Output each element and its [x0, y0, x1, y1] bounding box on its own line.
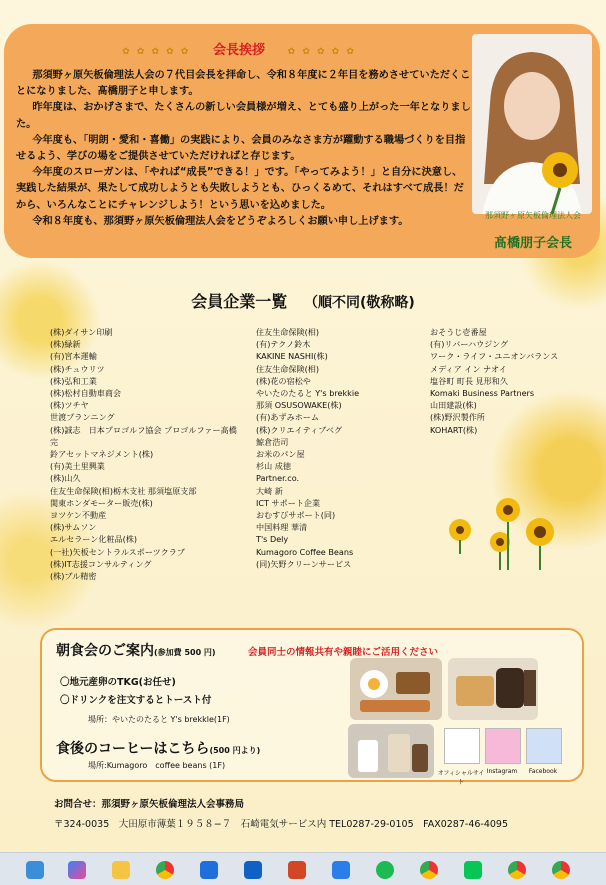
member-item: (株)松村自動車商会 — [50, 388, 122, 399]
greeting-paragraph: 今年度も、「明朗・愛和・喜働」の実践により、会員のみなさま方が躍動する職場づくりを目指せるよう、学びの場をご提供させていただければと存じます。 — [16, 134, 466, 163]
sunflower-decoration-icon — [440, 514, 480, 554]
member-item: (株)ブル精密 — [50, 571, 97, 582]
chrome-icon[interactable] — [552, 861, 570, 879]
member-item: Partner.co. — [256, 473, 300, 484]
member-item: (有)あずみホーム — [256, 412, 319, 423]
member-item: 山田建設(株) — [430, 400, 477, 411]
member-item: 大崎 新 — [256, 485, 283, 496]
greeting-title — [4, 39, 474, 58]
member-item: おそうじ壱番屋 — [430, 327, 487, 337]
breakfast-item: 〇地元産卵のTKG(お任せ) — [60, 677, 176, 688]
member-item: (株)緑新 — [50, 339, 81, 350]
copilot-icon[interactable] — [68, 861, 86, 879]
coffee-title — [56, 738, 260, 758]
contact-line: お問合せ：那須野ヶ原矢板倫理法人会事務局 — [54, 799, 245, 810]
breakfast-place: 場所：やいたのたると Y's brekkle(1F) — [88, 715, 230, 724]
member-item: KOHART(株) — [430, 424, 478, 435]
member-item: 住友生命保険(相) — [256, 363, 319, 374]
toast-photo — [448, 658, 538, 720]
chrome-icon[interactable] — [508, 861, 526, 879]
breakfast-note: 会員同士の情報共有や親睦にご活用ください — [248, 647, 439, 658]
member-item: (株)山久 — [50, 473, 81, 484]
member-item: お米のパン屋 — [256, 449, 305, 460]
member-item: 住友生命保険(相) — [256, 327, 319, 337]
members-title-text: 会員企業一覧 — [191, 292, 288, 311]
member-item: (株)花の宿松や — [256, 375, 311, 386]
instagram-qr-icon[interactable] — [485, 728, 521, 764]
breakfast-photo — [350, 658, 442, 720]
member-item: 鈴アセットマネジメント(株) — [50, 449, 154, 460]
member-item: (有)美土里興業 — [50, 461, 105, 472]
breakfast-box — [40, 628, 584, 786]
member-item: おむすびサポート(同) — [256, 510, 336, 521]
member-item: ヨツケン不動産 — [50, 510, 107, 521]
members-title — [0, 289, 606, 312]
greeting-body — [16, 68, 472, 230]
member-item: T's Dely — [256, 534, 289, 545]
member-item: 鯨倉浩司 — [256, 436, 289, 447]
member-item: (株)クリエイティブベグ — [256, 424, 343, 435]
member-item: やいたのたると Y's brekkie — [256, 388, 360, 399]
greeting-paragraph: 昨年度は、おかげさまで、たくさんの新しい会員様が増え、とても盛り上がった一年となりました。 — [16, 102, 471, 130]
folder-icon[interactable] — [112, 861, 130, 879]
member-item: (株)サムソン — [50, 522, 97, 533]
member-item: Komaki Business Partners — [430, 388, 535, 399]
coffee-title-text: 食後のコーヒーはこちら — [56, 741, 210, 757]
member-item: (株)ダイサン印刷 — [50, 327, 113, 337]
title-decoration: ✿ ✿ ✿ ✿ ✿ — [287, 47, 356, 57]
president-photo — [472, 34, 592, 214]
member-item: ICT サポート企業 — [256, 497, 321, 508]
line-icon[interactable] — [464, 861, 482, 879]
member-column-1 — [50, 326, 250, 582]
spotify-icon[interactable] — [376, 861, 394, 879]
member-item: 杉山 成徳 — [256, 461, 291, 472]
powerpoint-icon[interactable] — [288, 861, 306, 879]
contact-address: 〒324-0035 大田原市薄葉１９５８−７ 石崎電気サービス内 TEL0287-29-0105 FAX0287-46-4095 — [54, 819, 509, 830]
member-item: KAKINE NASHI(株) — [256, 351, 328, 362]
chrome-icon[interactable] — [420, 861, 438, 879]
coffee-price: (500 円より) — [209, 746, 261, 755]
member-item: (同)矢野クリーンサービス — [256, 558, 352, 569]
member-item: 関東ホンダモーター販売(株) — [50, 497, 153, 508]
member-item: エルセラーン化粧品(株) — [50, 534, 138, 545]
facebook-label: Facebook — [528, 768, 558, 775]
member-item: 那須 OSUSOWAKE(株) — [256, 400, 342, 411]
member-item: 中国料理 華清 — [256, 522, 308, 533]
outlook-icon[interactable] — [244, 861, 262, 879]
sunflower-decoration-icon — [478, 492, 568, 572]
member-item: メディア イン ナオイ — [430, 363, 507, 374]
president-name: 髙橋朋子会長 — [493, 236, 572, 251]
greeting-paragraph: 令和８年度も、那須野ヶ原矢板倫理法人会をどうぞよろしくお願い申し上げます。 — [32, 215, 409, 227]
member-item: (株)ツチヤ — [50, 400, 89, 411]
members-subtitle: （順不同(敬称略) — [303, 295, 415, 311]
greeting-paragraph: 今年度のスローガンは、「やれば“成長”できる！」です。「やってみよう！」と自分に決意し、実践した結果が、果たして成功しようとも失敗しようとも、ひっくるめて、それはすべて成長！だから、いろんなことにチャレンジしよう！という思いを込めました。 — [16, 167, 464, 211]
member-item: (有)リバーハウジング — [430, 339, 509, 350]
member-item: (株)野沢製作所 — [430, 412, 485, 423]
member-item: (有)宮本運輸 — [50, 351, 97, 362]
breakfast-item: 〇ドリンクを注文するとトースト付 — [60, 695, 212, 706]
member-item: Kumagoro Coffee Beans — [256, 546, 354, 557]
coffee-place: 場所:Kumagoro coffee beans (1F) — [88, 761, 226, 770]
member-item: ワーク・ライフ・ユニオンバランス — [430, 351, 559, 362]
breakfast-title-text: 朝食会のご案内 — [56, 643, 154, 659]
greeting-title-text: 会長挨拶 — [212, 43, 265, 58]
breakfast-title — [56, 640, 216, 660]
member-item: (一社)矢板セントラルスポーツクラブ — [50, 546, 185, 557]
member-item: (株)IT志援コンサルティング — [50, 558, 152, 569]
greeting-paragraph: 那須野ヶ原矢板倫理法人会の７代目会長を拝命し、令和８年度に２年目を務めさせていただくことになりました、髙橋朋子と申します。 — [16, 70, 471, 98]
member-item: 住友生命保険(相)栃木支社 那須塩原支部 — [50, 485, 197, 496]
title-decoration: ✿ ✿ ✿ ✿ ✿ — [122, 47, 191, 57]
app-icon[interactable] — [26, 861, 44, 879]
member-item: (株)チュウリツ — [50, 363, 105, 374]
member-item: 世渡プランニング — [50, 412, 115, 423]
instagram-label: Instagram — [486, 768, 518, 775]
official-site-label: オフィシャルサイト — [437, 770, 485, 786]
greeting-box — [4, 24, 600, 258]
os-taskbar — [0, 852, 606, 885]
mail-icon[interactable] — [200, 861, 218, 879]
member-item: (株)弘和工業 — [50, 375, 97, 386]
member-item: (有)テクノ鈴木 — [256, 339, 311, 350]
chrome-icon[interactable] — [156, 861, 174, 879]
facebook-qr-icon[interactable] — [526, 728, 562, 764]
member-column-3 — [430, 326, 600, 436]
member-item: (株)誠志 日本プロゴルフ協会 プロゴルファー髙橋 完 — [50, 424, 237, 447]
search-icon[interactable] — [332, 861, 350, 879]
greeting-org: 那須野ヶ原矢板倫理法人会 — [485, 211, 581, 220]
coffee-photo — [348, 724, 434, 778]
official-site-qr-icon[interactable] — [444, 728, 480, 764]
breakfast-price: (参加費 500 円) — [154, 648, 216, 657]
member-item: 塩谷町 町長 見形和久 — [430, 375, 508, 386]
member-column-2 — [256, 326, 426, 570]
